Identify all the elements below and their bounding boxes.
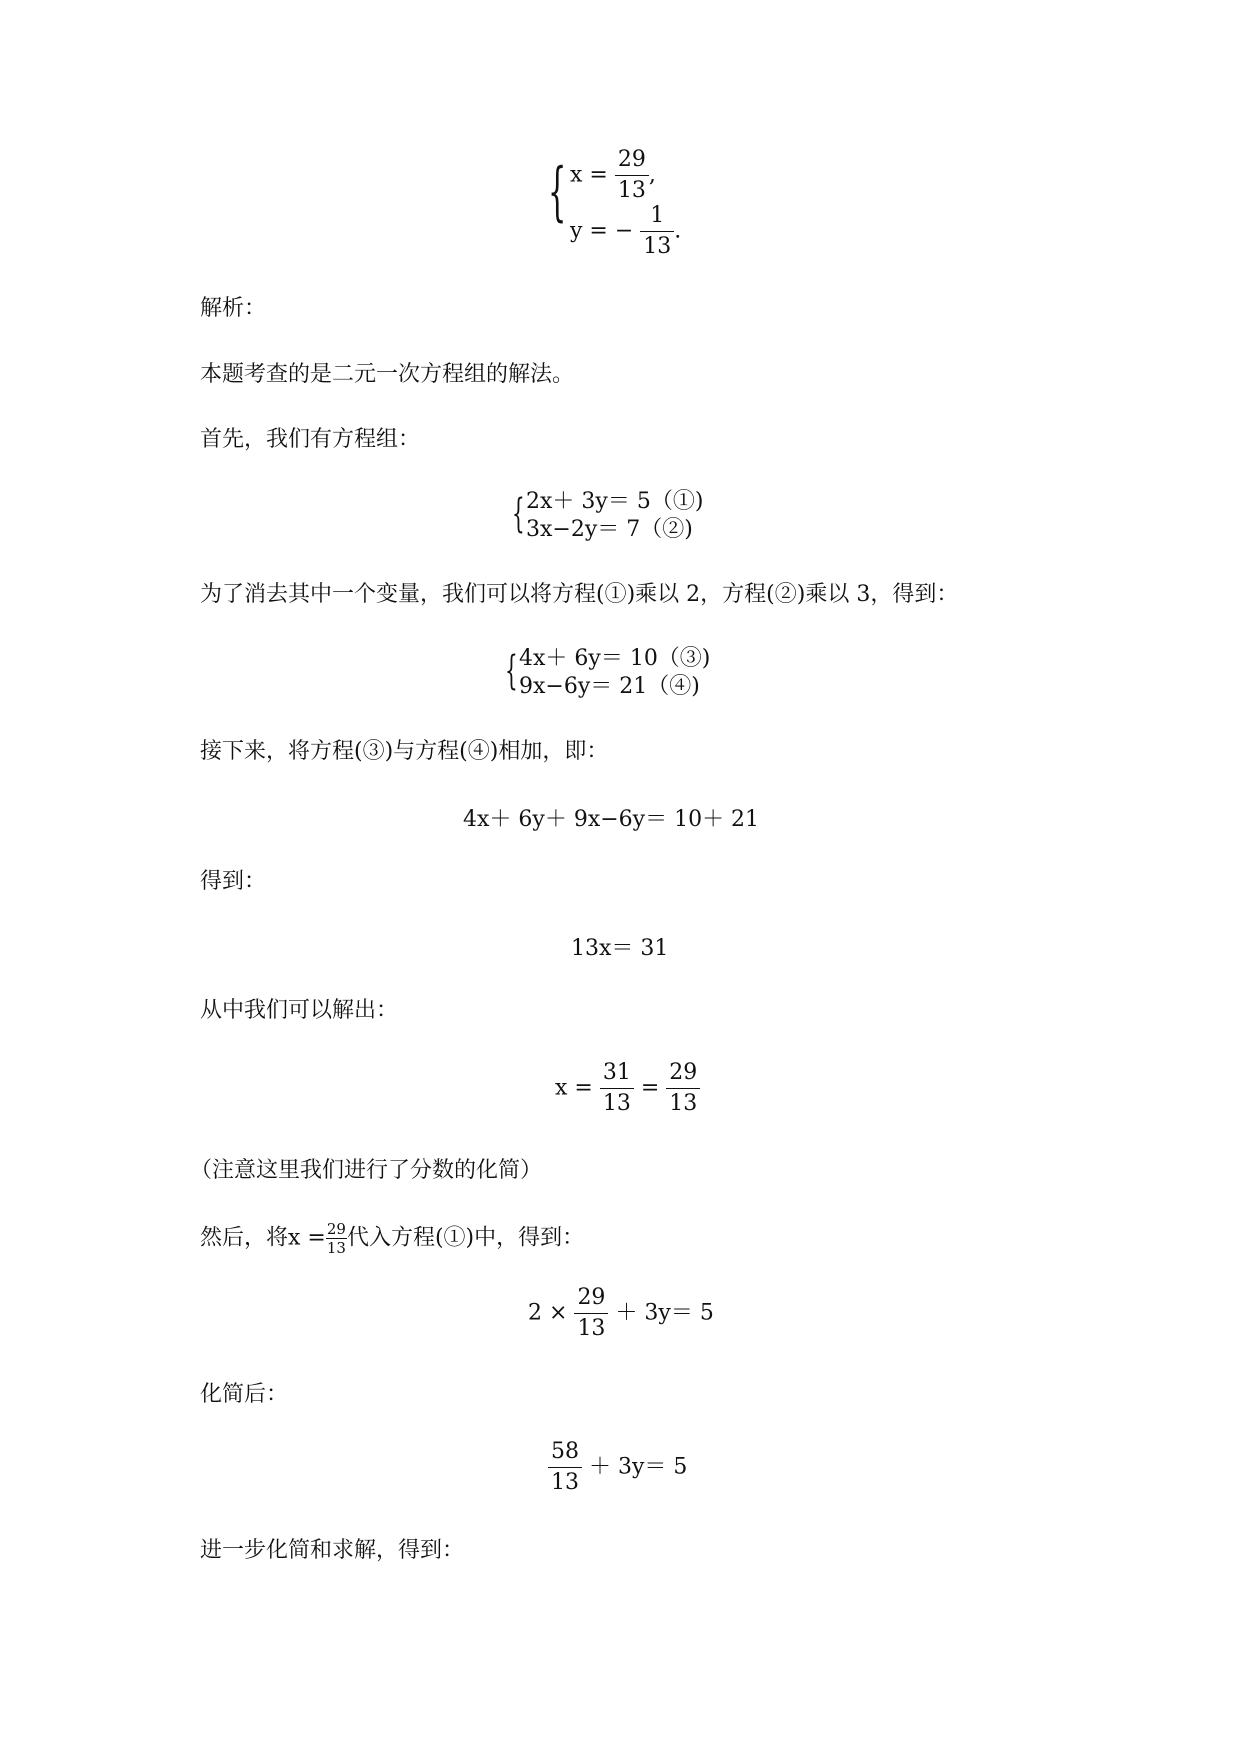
fraction-denominator: 13 — [669, 1091, 698, 1116]
solution-y-fraction — [640, 201, 674, 262]
brace-icon: { — [505, 648, 518, 694]
fraction-denominator: 13 — [643, 234, 672, 259]
step1-text: 首先，我们有方程组： — [200, 427, 421, 452]
equation-substitution — [528, 1283, 714, 1344]
step6-var: x = — [288, 1225, 326, 1251]
equation-sum: 4x＋ 6y＋ 9x−6y＝ 10＋ 21 — [463, 807, 760, 832]
equation-x-solve — [555, 1058, 700, 1119]
step6-text — [200, 1220, 584, 1257]
step8-text: 进一步化简和求解，得到： — [200, 1538, 465, 1563]
step7-text: 化简后： — [200, 1382, 289, 1407]
x-solve-equals: = — [640, 1075, 660, 1101]
fraction-denominator: 13 — [602, 1091, 631, 1116]
fraction-numerator: 58 — [551, 1439, 579, 1464]
fraction-numerator: 31 — [602, 1060, 631, 1085]
fraction-numerator: 1 — [650, 203, 665, 228]
equation-simplified — [548, 1437, 687, 1498]
fraction-numerator: 29 — [617, 147, 646, 172]
system1-eq1: 2x＋ 3y＝ 5（①) — [526, 489, 704, 514]
system1-eq2: 3x−2y＝ 7（②) — [526, 517, 693, 542]
step6-fraction — [326, 1220, 347, 1257]
fraction-denominator: 13 — [577, 1316, 606, 1341]
system2-eq1: 4x＋ 6y＝ 10（③) — [519, 646, 711, 671]
solution-x-lhs: x = — [570, 162, 608, 188]
intro-text: 本题考查的是二元一次方程组的解法。 — [200, 362, 575, 387]
solution-x-line — [570, 145, 656, 206]
x-solve-fraction-2 — [666, 1058, 700, 1119]
step4-text: 得到： — [200, 869, 267, 894]
sub-post: ＋ 3y＝ 5 — [615, 1300, 714, 1326]
step6-post: 代入方程(①)中，得到： — [346, 1225, 585, 1251]
x-solve-lhs: x = — [555, 1075, 593, 1101]
analysis-label: 解析： — [200, 296, 267, 321]
solution-x-fraction — [615, 145, 649, 206]
fraction-numerator: 29 — [326, 1220, 346, 1238]
fraction-numerator: 29 — [577, 1285, 606, 1310]
fraction-denominator: 13 — [551, 1470, 579, 1495]
sub-pre: 2 × — [528, 1300, 568, 1326]
solution-y-line — [570, 201, 681, 262]
fraction-denominator: 13 — [326, 1239, 346, 1257]
solution-x-punct: , — [648, 162, 656, 188]
solution-y-lhs: y = − — [570, 218, 634, 244]
equation-system-1 — [512, 488, 703, 544]
equation-13x: 13x＝ 31 — [571, 936, 669, 961]
simpl-post: ＋ 3y＝ 5 — [589, 1454, 688, 1480]
step3-text: 接下来，将方程(③)与方程(④)相加，即： — [200, 739, 609, 764]
note-text: （注意这里我们进行了分数的化简） — [190, 1158, 543, 1183]
simpl-fraction — [548, 1437, 582, 1498]
sub-fraction — [574, 1283, 608, 1344]
x-solve-fraction-1 — [600, 1058, 634, 1119]
brace-icon: { — [512, 491, 525, 537]
fraction-denominator: 13 — [617, 178, 646, 203]
equation-system-2 — [505, 645, 710, 701]
step2-text: 为了消去其中一个变量，我们可以将方程(①)乘以 2，方程(②)乘以 3，得到： — [200, 582, 959, 607]
step6-pre: 然后，将 — [200, 1225, 289, 1251]
step5-text: 从中我们可以解出： — [200, 998, 399, 1023]
brace-icon: { — [548, 155, 567, 229]
system2-eq2: 9x−6y＝ 21（④) — [519, 674, 700, 699]
fraction-numerator: 29 — [669, 1060, 698, 1085]
solution-y-punct: . — [674, 218, 682, 244]
